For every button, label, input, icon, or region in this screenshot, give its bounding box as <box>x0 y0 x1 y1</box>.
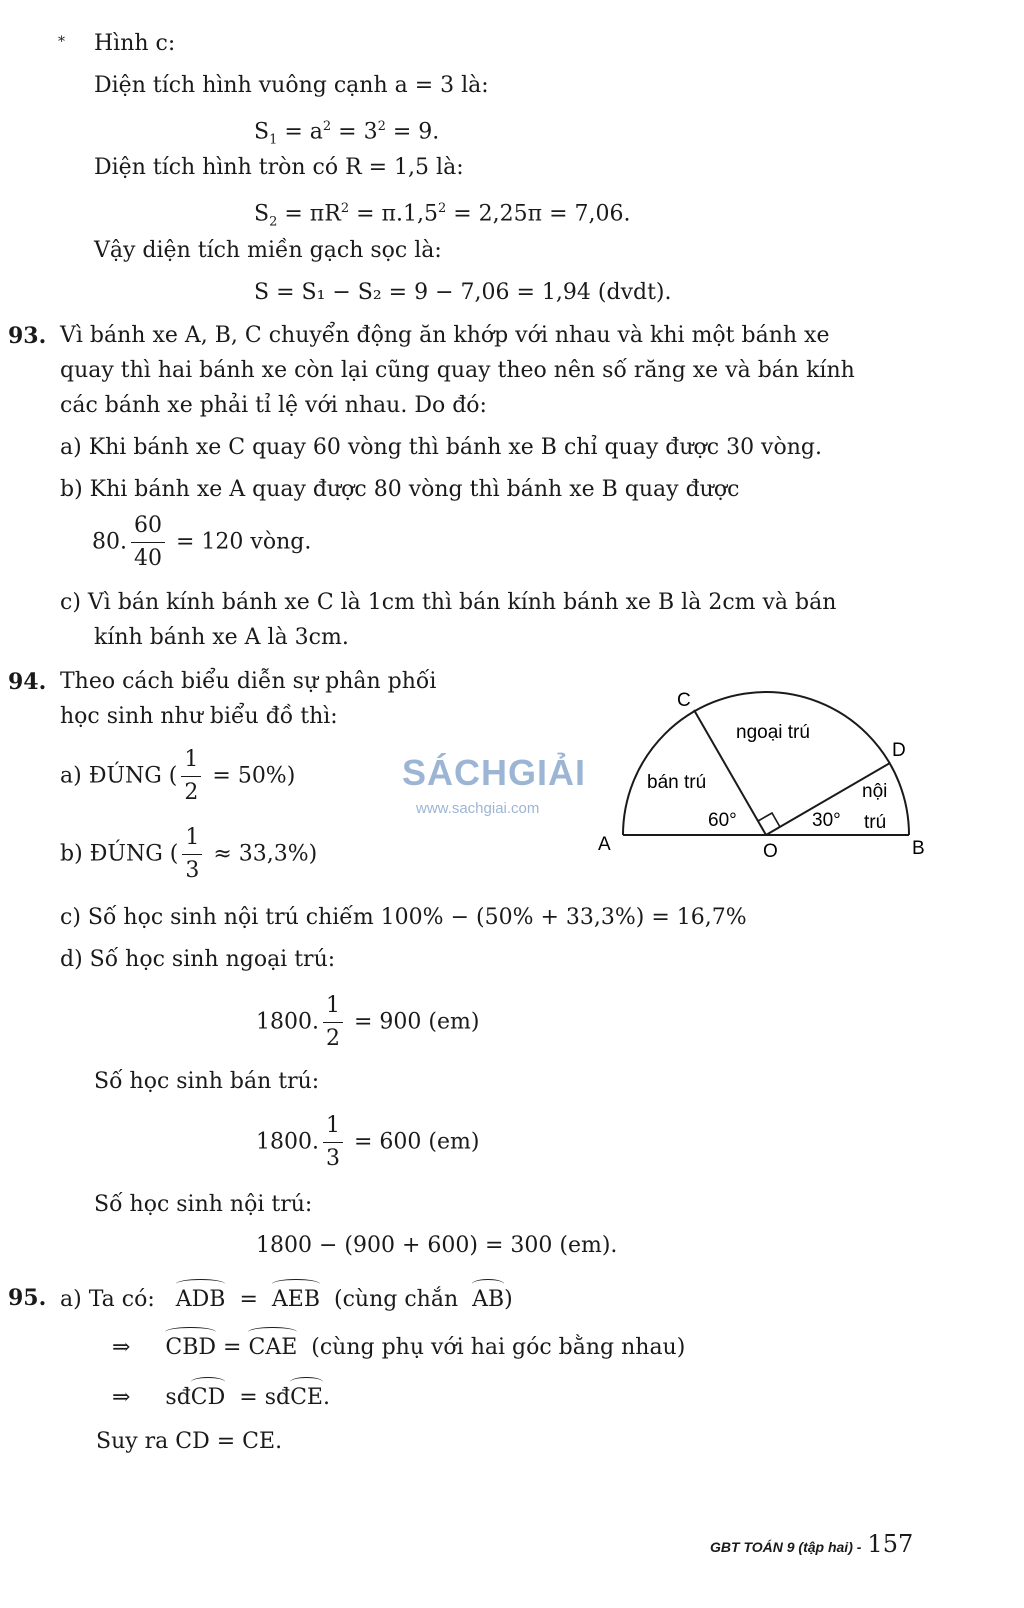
p94-d-formula2: 1800. $\frac{1}{3}$ = 600 (em) <box>256 1110 479 1175</box>
problem-95-number: 95. <box>8 1285 47 1311</box>
label-b: B <box>912 838 925 859</box>
p94-b: b) ĐÚNG ( $\frac{1}{3}$ ≈ 33,3%) <box>60 822 317 887</box>
hinh-c-line2: Diện tích hình tròn có R = 1,5 là: <box>94 155 464 180</box>
footer-book-title: GBT TOÁN 9 (tập hai) - <box>710 1539 862 1555</box>
arc-cd: CD <box>191 1382 225 1412</box>
p94-line2: học sinh như biểu đồ thì: <box>60 704 338 729</box>
arc-cae: CAE <box>248 1332 297 1362</box>
implies-arrow-2: ⇒ <box>112 1385 131 1410</box>
arc-ce: CE <box>290 1382 323 1412</box>
p93-line3: các bánh xe phải tỉ lệ với nhau. Do đó: <box>60 393 487 418</box>
arc-cbd: CBD <box>165 1332 216 1362</box>
arc-aeb: AEB <box>272 1284 320 1314</box>
implies-arrow-1: ⇒ <box>112 1335 131 1360</box>
p94-c: c) Số học sinh nội trú chiếm 100% − (50% + 33,3%) = 16,7% <box>60 905 747 930</box>
page-footer <box>710 1530 913 1558</box>
p94-line1: Theo cách biểu diễn sự phân phối <box>60 669 437 694</box>
fraction-60-40: $\frac{60}{40}$ <box>131 510 165 575</box>
p95-a-line3: ⇒ sđCD = sđCE. <box>112 1382 330 1412</box>
label-angle-60: 60° <box>708 810 737 831</box>
label-o: O <box>763 841 778 862</box>
label-noi: nội <box>862 781 888 802</box>
p94-noi-tru-label: Số học sinh nội trú: <box>94 1192 313 1217</box>
p94-ban-tru-label: Số học sinh bán trú: <box>94 1069 320 1094</box>
label-tru: trú <box>864 812 887 833</box>
p93-b: b) Khi bánh xe A quay được 80 vòng thì bánh xe B quay được <box>60 477 740 502</box>
formula-s: S = S₁ − S₂ = 9 − 7,06 = 1,94 (dvdt). <box>254 280 672 305</box>
p93-c-line2: kính bánh xe A là 3cm. <box>94 625 349 650</box>
arc-ab: AB <box>472 1284 504 1314</box>
label-angle-30: 30° <box>812 810 841 831</box>
watermark <box>402 752 586 817</box>
p94-d-formula1: 1800. $\frac{1}{2}$ = 900 (em) <box>256 990 479 1055</box>
p95-a-line1: a) Ta có: ADB = AEB (cùng chắn AB) <box>60 1284 513 1314</box>
label-a: A <box>598 834 611 855</box>
formula-s2: $S_2 = \pi R^2 = \pi.1,5^2 = 2,25\pi = 7,06$. <box>254 201 631 230</box>
hinh-c-line3: Vậy diện tích miền gạch sọc là: <box>94 238 442 263</box>
hinh-c-line1: Diện tích hình vuông cạnh a = 3 là: <box>94 73 489 98</box>
label-ban-tru: bán trú <box>647 772 707 793</box>
fraction-1-3: $\frac{1}{3}$ <box>182 822 202 887</box>
p93-line2: quay thì hai bánh xe còn lại cũng quay theo nên số răng xe và bán kính <box>60 358 855 383</box>
fraction-1-2b: $\frac{1}{2}$ <box>323 990 343 1055</box>
arc-adb: ADB <box>176 1284 226 1314</box>
formula-s1: $S_1 = a^2 = 3^2 = 9$. <box>254 119 440 148</box>
fraction-1-2: $\frac{1}{2}$ <box>181 744 201 809</box>
p93-b-formula: 80. $\frac{60}{40}$ = 120 vòng. <box>92 510 311 575</box>
p94-d: d) Số học sinh ngoại trú: <box>60 947 336 972</box>
problem-93-number: 93. <box>8 323 47 349</box>
bullet-mark: * <box>58 34 65 50</box>
label-c: C <box>677 690 691 711</box>
page-number: 157 <box>867 1530 914 1558</box>
watermark-logo: SÁCHGIẢI <box>402 752 587 793</box>
problem-94-number: 94. <box>8 669 47 695</box>
p95-conclusion: Suy ra CD = CE. <box>96 1429 283 1454</box>
semicircle-diagram <box>596 684 946 864</box>
fraction-1-3b: $\frac{1}{3}$ <box>323 1110 343 1175</box>
p93-a: a) Khi bánh xe C quay 60 vòng thì bánh xe B chỉ quay được 30 vòng. <box>60 435 822 460</box>
label-d: D <box>892 740 906 761</box>
label-ngoai-tru: ngoại trú <box>736 722 810 743</box>
p93-c-line1: c) Vì bán kính bánh xe C là 1cm thì bán kính bánh xe B là 2cm và bán <box>60 590 837 615</box>
p94-d-formula3: 1800 − (900 + 600) = 300 (em). <box>256 1233 618 1258</box>
watermark-url: www.sachgiai.com <box>416 800 540 817</box>
p94-a: a) ĐÚNG ( $\frac{1}{2}$ = 50%) <box>60 744 295 809</box>
hinh-c-title: Hình c: <box>94 31 176 56</box>
p95-a-line2: ⇒ CBD = CAE (cùng phụ với hai góc bằng nhau) <box>112 1332 685 1362</box>
p93-line1: Vì bánh xe A, B, C chuyển động ăn khớp với nhau và khi một bánh xe <box>60 323 830 348</box>
